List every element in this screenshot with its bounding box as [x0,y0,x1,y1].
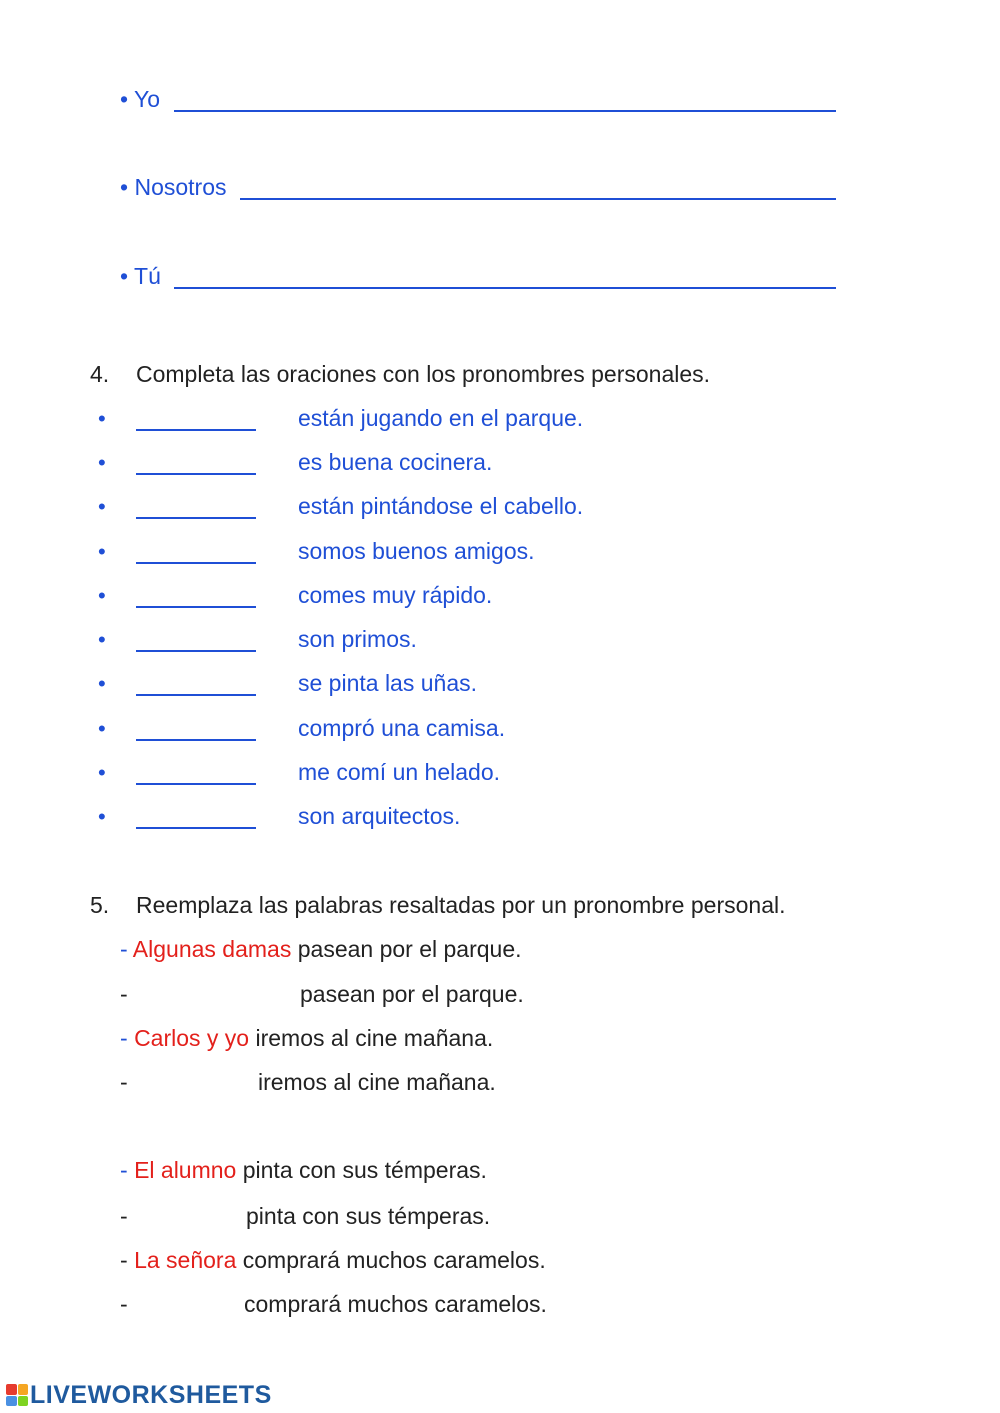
pronoun-line-nosotros [120,176,227,199]
bullet: • [98,760,106,785]
dash: - [120,1025,128,1051]
answer-line-nosotros[interactable] [240,198,836,200]
sentence-text: se pinta las uñas. [298,670,478,696]
answer-sentence-rest: iremos al cine mañana. [258,1069,496,1095]
answer-sentence-rest: pasean por el parque. [300,981,524,1007]
sentence-rest: pinta con sus témperas. [242,1157,487,1183]
bullet: • [98,804,106,829]
blank-input[interactable] [136,694,256,696]
bullet: • [120,263,129,289]
blank-input[interactable] [136,429,256,431]
bullet: • [120,174,129,200]
logo-tile [6,1396,17,1407]
answer-line-yo[interactable] [174,110,836,112]
blank-input[interactable] [136,650,256,652]
bullet: • [98,450,106,475]
original-sentence [120,1159,487,1182]
answer-input[interactable] [140,1200,238,1230]
blank-input[interactable] [136,827,256,829]
sentence-text: están jugando en el parque. [298,405,584,431]
dash: - [120,1291,128,1317]
dash: - [120,1157,128,1183]
original-sentence [120,1249,546,1272]
answer-input[interactable] [140,978,290,1008]
answer-sentence-rest: pinta con sus témperas. [246,1203,491,1229]
sentence-text: compró una camisa. [298,715,506,741]
highlighted-words: El alumno [134,1157,237,1183]
answer-input[interactable] [140,1288,236,1318]
blank-input[interactable] [136,562,256,564]
blank-input[interactable] [136,606,256,608]
blank-input[interactable] [136,739,256,741]
sentence-text: me comí un helado. [298,759,501,785]
highlighted-words: Carlos y yo [134,1025,250,1051]
sentence-rest: pasean por el parque. [297,936,522,962]
sentence-text: es buena cocinera. [298,449,493,475]
section-5-instruction: Reemplaza las palabras resaltadas por un pronombre personal. [136,892,786,918]
dash: - [120,981,128,1007]
bullet: • [98,406,106,431]
sentence-text: están pintándose el cabello. [298,493,584,519]
sentence-rest: comprará muchos caramelos. [242,1247,546,1273]
sentence-text: son arquitectos. [298,803,461,829]
original-sentence [120,1027,493,1050]
pronoun-line-yo [120,88,160,111]
brand-name: LIVEWORKSHEETS [30,1380,272,1409]
bullet: • [98,716,106,741]
answer-sentence-rest: comprará muchos caramelos. [244,1291,547,1317]
bullet: • [98,539,106,564]
blank-input[interactable] [136,517,256,519]
sentence-text: comes muy rápido. [298,582,493,608]
blank-input[interactable] [136,783,256,785]
section-4-instruction: Completa las oraciones con los pronombres personales. [136,361,711,387]
pronoun-label: Tú [134,263,161,289]
bullet: • [98,671,106,696]
pronoun-label: Yo [134,86,161,112]
bullet: • [98,627,106,652]
blank-input[interactable] [136,473,256,475]
dash: - [120,1069,128,1095]
sentence-text: somos buenos amigos. [298,538,535,564]
liveworksheets-logo-icon [6,1384,28,1406]
bullet: • [98,583,106,608]
original-sentence [120,938,522,961]
highlighted-words: Algunas damas [132,936,292,962]
highlighted-words: La señora [134,1247,237,1273]
pronoun-label: Nosotros [134,174,227,200]
dash: - [120,1247,128,1273]
logo-tile [18,1384,29,1395]
answer-input[interactable] [140,1066,250,1096]
bullet: • [120,86,129,112]
section-5-number: 5. [90,892,110,918]
logo-tile [18,1396,29,1407]
logo-tile [6,1384,17,1395]
sentence-text: son primos. [298,626,417,652]
bullet: • [98,494,106,519]
sentence-rest: iremos al cine mañana. [255,1025,494,1051]
dash: - [120,936,128,962]
footer-logo[interactable] [6,1381,272,1409]
section-4-number: 4. [90,361,110,387]
answer-line-tu[interactable] [174,287,836,289]
pronoun-line-tu [120,265,161,288]
dash: - [120,1203,128,1229]
